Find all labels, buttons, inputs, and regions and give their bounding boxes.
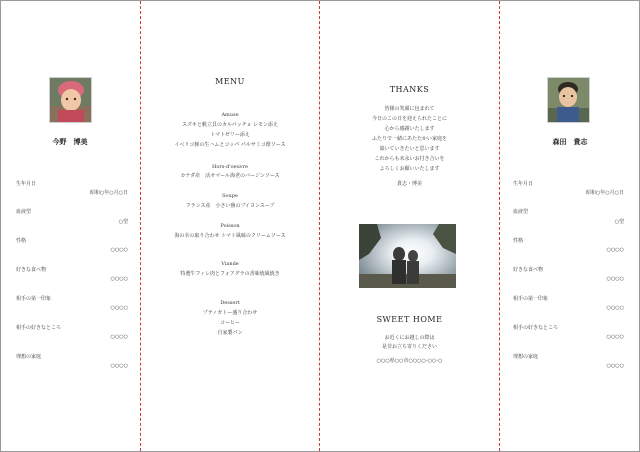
profile-label: 血液型	[513, 209, 529, 215]
course-line: プティガトー盛り合わせ	[202, 310, 258, 316]
profile-value: ○○○○	[110, 276, 128, 282]
profile-value: ○○○○	[110, 305, 128, 311]
profile-label: 好きな食べ物	[513, 267, 544, 273]
thanks-signature: 貴志・博美	[396, 181, 422, 187]
profile-label: 理想の家庭	[513, 354, 539, 360]
profile-value: 昭和○年○月○日	[89, 190, 128, 196]
sweet-home-line: お近くにお越しの際は	[384, 335, 435, 341]
sweet-home-address: ○○○県○○市○○○○-○○-○	[376, 358, 443, 364]
profile-label: 好きな食べ物	[16, 267, 47, 273]
profile-label: 相手の好きなところ	[513, 325, 559, 331]
profile-label: 血液型	[16, 209, 32, 215]
course-line: コーヒー	[220, 320, 240, 326]
sweet-home-line: 是非お立ち寄りください	[381, 344, 437, 350]
profile-value: ○○○○	[606, 363, 624, 369]
bride-photo	[49, 77, 92, 123]
profile-value: ○○○○	[110, 363, 128, 369]
course-line: フランス産 小さい蕪のブイヨンスープ	[185, 203, 275, 209]
course-line: イベリコ豚の生ハムとコッパ パルサミコ酢ソース	[174, 142, 286, 148]
groom-photo	[547, 77, 590, 123]
profile-label: 生年月日	[16, 181, 37, 187]
profile-value: ○○○○	[110, 334, 128, 340]
menu-title: MENU	[215, 77, 245, 86]
profile-label: 性格	[513, 238, 524, 244]
course-heading: Poisson	[220, 223, 240, 229]
profile-label: 相手の好きなところ	[16, 325, 62, 331]
profile-label: 相手の第一印象	[513, 296, 549, 302]
profile-label: 相手の第一印象	[16, 296, 52, 302]
profile-value: ○型	[614, 219, 624, 225]
thanks-line: これからも末永いお付き合いを	[374, 156, 445, 162]
profile-label: 理想の家庭	[16, 354, 42, 360]
thanks-panel	[320, 0, 499, 452]
course-heading: Soupe	[222, 193, 238, 199]
profile-value: ○○○○	[110, 247, 128, 253]
couple-photo	[359, 224, 456, 288]
profile-value: ○型	[118, 219, 128, 225]
course-line: トマトゼリー添え	[210, 132, 250, 138]
profile-label: 性格	[16, 238, 27, 244]
profile-label: 生年月日	[513, 181, 534, 187]
profile-value: ○○○○	[606, 334, 624, 340]
thanks-line: 心から感謝いたします	[384, 126, 435, 132]
course-line: カナダ産 活オマール海老のバージンソース	[180, 173, 280, 179]
course-line: 自家製パン	[217, 330, 243, 336]
thanks-line: 皆様の笑顔に包まれて	[384, 106, 435, 112]
groom-name: 森田 貴志	[552, 137, 588, 146]
course-heading: Dessert	[220, 300, 240, 306]
course-line: 海の幸の取り合わせ トマト風味のクリームソース	[174, 233, 286, 239]
profile-value: ○○○○	[606, 247, 624, 253]
thanks-line: ふたりで一緒にあたたかい家庭を	[371, 136, 447, 142]
profile-value: 昭和○年○月○日	[585, 190, 624, 196]
profile-value: ○○○○	[606, 305, 624, 311]
bride-name: 今野 博美	[52, 137, 88, 146]
course-line: スズキと帆立貝のカルパッチョ レモン添え	[181, 122, 279, 128]
profile-value: ○○○○	[606, 276, 624, 282]
course-heading: Hors-d'oeuvre	[212, 164, 248, 170]
left-profile-panel	[0, 0, 140, 452]
thanks-line: 築いていきたいと思います	[379, 146, 440, 152]
right-profile-panel	[500, 0, 640, 452]
thanks-line: 今日のこの日を迎えられたことに	[371, 116, 447, 122]
course-line: 特選牛フィレ肉とフォアグラの香味焼風焼き	[180, 271, 280, 277]
course-heading: Amuse	[221, 112, 239, 118]
menu-panel	[141, 0, 319, 452]
course-heading: Viande	[221, 261, 239, 267]
sweet-home-title: SWEET HOME	[376, 315, 443, 324]
thanks-title: THANKS	[389, 85, 430, 94]
thanks-line: よろしくお願いいたします	[379, 166, 440, 172]
